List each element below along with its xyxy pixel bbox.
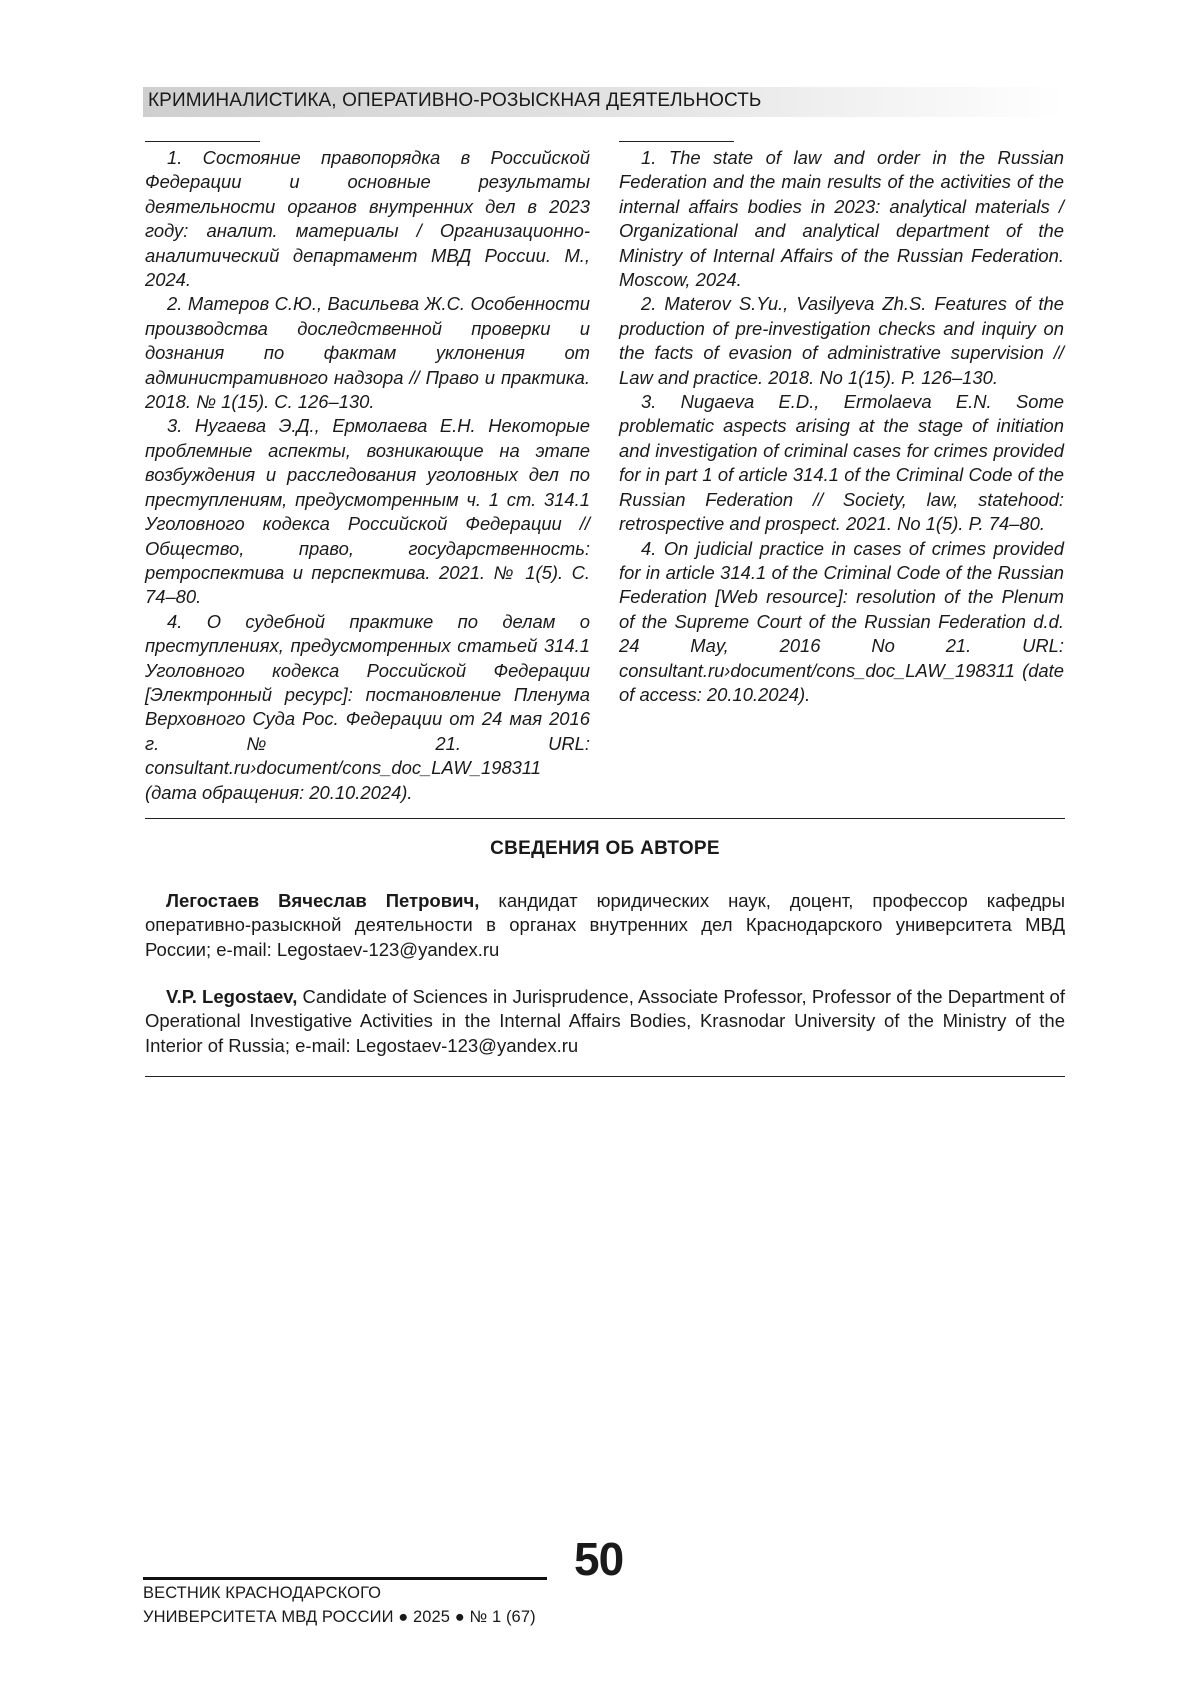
author-name-english: V.P. Legostaev, bbox=[166, 986, 298, 1007]
journal-name-line1: ВЕСТНИК КРАСНОДАРСКОГО bbox=[143, 1584, 382, 1602]
author-info-russian bbox=[145, 889, 1065, 962]
section-header-title: КРИМИНАЛИСТИКА, ОПЕРАТИВНО-РОЗЫСКНАЯ ДЕЯТЕЛЬНОСТЬ bbox=[148, 90, 762, 111]
author-info-english bbox=[145, 985, 1065, 1058]
author-name-russian: Легостаев Вячеслав Петрович, bbox=[166, 890, 480, 911]
author-section-top-rule bbox=[145, 818, 1065, 819]
footer-rule bbox=[143, 1577, 547, 1580]
author-section-title: СВЕДЕНИЯ ОБ АВТОРЕ bbox=[490, 838, 720, 859]
reference-item: 1. Состояние правопорядка в Российской Федерации и основные результаты деятельности органов внутренних дел в 2023 году: аналит. материалы / Организационно-аналитический департамент МВД России. М., 2024. bbox=[145, 147, 590, 291]
references-english bbox=[619, 141, 1064, 707]
reference-item: 2. Materov S.Yu., Vasilyeva Zh.S. Features of the production of pre-investigation checks and inquiry on the facts of evasion of administrative supervision // Law and practice. 2018. No 1(15). P. 126–130. bbox=[619, 293, 1064, 388]
reference-item: 2. Матеров С.Ю., Васильева Ж.С. Особенности производства доследственной проверки и дознания по фактам уклонения от административного надзора // Право и практика. 2018. № 1(15). С. 126–130. bbox=[145, 293, 590, 413]
footnote-rule bbox=[145, 141, 260, 142]
reference-item: 4. On judicial practice in cases of crimes provided for in article 314.1 of the Criminal Code of the Russian Federation [Web resource]: resolution of the Plenum of the Supreme Court of the Russian Federation d.d. 24 May, 2016 No 21. URL: consultant.ru›document/cons_doc_LAW_198311 (date of access: 20.10.2024). bbox=[619, 537, 1064, 705]
page-number: 50 bbox=[574, 1533, 624, 1585]
reference-item: 4. О судебной практике по делам о преступлениях, предусмотренных статьей 314.1 Уголовного кодекса Российской Федерации [Электронный ресурс]: постановление Пленума Верховного Суда Рос. Федерации от 24 мая 2016 г. № 21. URL: consultant.ru›document/cons_doc_LAW_198311 (дата обращения: 20.10.2024). bbox=[145, 610, 590, 803]
author-details-russian: кандидат юридических наук, доцент, профессор кафедры оперативно-разыскной деятельности в органах внутренних дел Краснодарского университета МВД России; e-mail: Legostaev-123@yandex.ru bbox=[145, 890, 1066, 960]
journal-name-line2: УНИВЕРСИТЕТА МВД РОССИИ ● 2025 ● № 1 (67) bbox=[143, 1608, 536, 1626]
reference-item: 3. Нугаева Э.Д., Ермолаева Е.Н. Некоторые проблемные аспекты, возникающие на этапе возбуждения и расследования уголовных дел по преступлениям, предусмотренным ч. 1 ст. 314.1 Уголовного кодекса Российской Федерации // Общество, право, государственность: ретроспектива и перспектива. 2021. № 1(5). С. 74–80. bbox=[145, 415, 590, 608]
reference-item: 3. Nugaeva E.D., Ermolaeva E.N. Some problematic aspects arising at the stage of initiation and investigation of criminal cases for crimes provided for in part 1 of article 314.1 of the Criminal Code of the Russian Federation // Society, law, statehood: retrospective and prospect. 2021. No 1(5). P. 74–80. bbox=[619, 391, 1064, 535]
reference-item: 1. The state of law and order in the Russian Federation and the main results of the activities of the internal affairs bodies in 2023: analytical materials / Organizational and analytical department of the Ministry of Internal Affairs of the Russian Federation. Moscow, 2024. bbox=[619, 147, 1064, 291]
author-details-english: Candidate of Sciences in Jurisprudence, Associate Professor, Professor of the Department of Operational Investigative Activities in the Internal Affairs Bodies, Krasnodar University of the Ministry of the Interior of Russia; e-mail: Legostaev-123@yandex.ru bbox=[145, 986, 1065, 1056]
author-section-bottom-rule bbox=[145, 1076, 1065, 1077]
references-russian bbox=[145, 141, 590, 805]
footnote-rule bbox=[619, 141, 734, 142]
